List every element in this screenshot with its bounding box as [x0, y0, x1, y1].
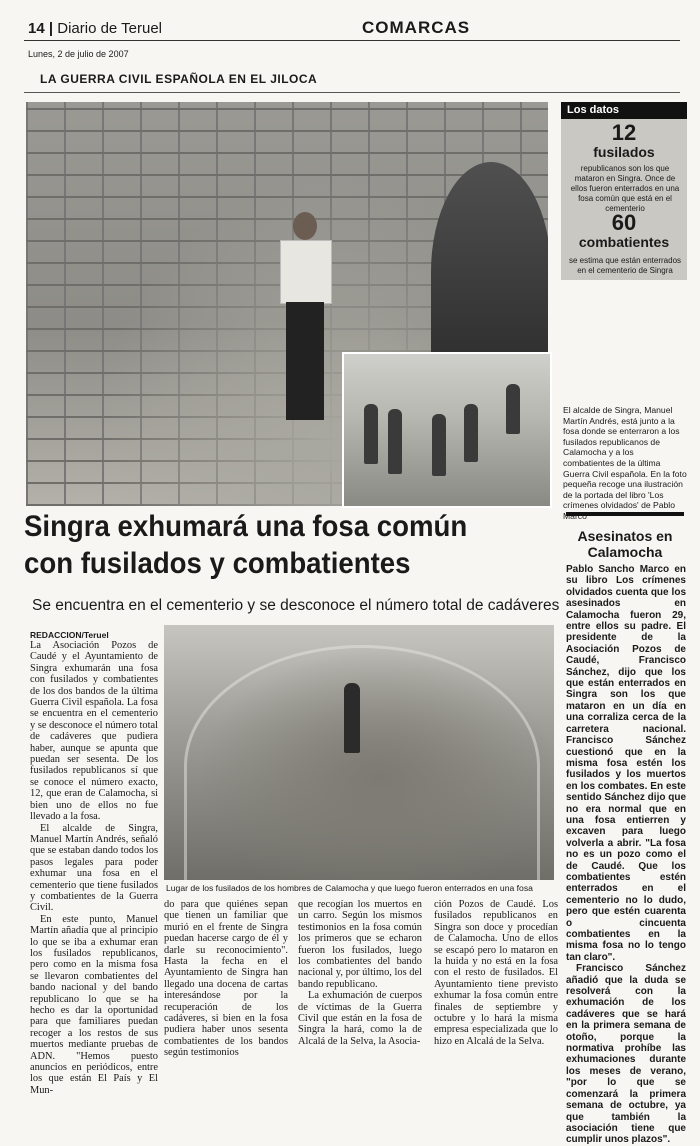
article-paragraph: ción Pozos de Caudé. Los fusilados republicanos en Singra son doce y procedían de Calamocha. Uno de ellos se escapó pero lo mataron en la huida y no está en la fosa con el resto de fusilados. El Ayuntamiento tiene previsto exhumar la fosa común entre finales de septiembre y octubre y lo hará la misma empresa especializada que lo hizo en Alcalá de la Selva. — [434, 899, 558, 1047]
tunnel-arch — [184, 645, 540, 880]
kicker-rule — [24, 92, 680, 93]
kicker: LA GUERRA CIVIL ESPAÑOLA EN EL JILOCA — [40, 72, 318, 86]
data-box-title: Los datos — [561, 102, 687, 119]
photo2-caption: Lugar de los fusilados de los hombres de Calamocha y que luego fueron enterrados en una fosa — [166, 883, 533, 893]
sidebar-paragraph-1: Pablo Sancho Marco en su libro Los crímenes olvidados cuenta que los asesinados en Calamocha fueron 29, entre ellos su padre. El presidente de la Asociación Pozos de Caudé, Francisco Sánchez, dijo que los que están enterrados en Singra son los que mataron en un día en una corraliza cerca de la carretera nacional. Francisco Sánchez cuestionó que en la misma fosa estén los fusilados y los muertos en los combates. En este sentido Sánchez dijo que no era normal que en una fosa entierren y excaven para luego volverla a abrir. "La fosa no es un pozo como el de Caudé. Que los combatientes estén enterrados en el cementerio no lo dudo, pero que estén cuarenta o cincuenta combatientes en la misma fosa no lo tengo tan claro". — [566, 564, 687, 963]
article-paragraph: que recogían los muertos en un carro. Según los mismos testimonios en la fosa común los primeros que se echaron fueron los fusilados, luego los combatientes del bando nacional y, por último, los del bando republicano. — [298, 899, 422, 990]
photo-caption: El alcalde de Singra, Manuel Martín Andrés, está junto a la fosa donde se enterraron a los fusilados republicanos de Calamocha y a los combatientes de la última Guerra Civil española. En la foto pequeña recoge una ilustración de la portada del libro 'Los crímenes olvidados' de Pablo Marco — [563, 405, 687, 521]
tunnel-photo — [164, 625, 554, 880]
mayor-figure — [274, 212, 336, 422]
stat-number-2: 60 — [611, 210, 637, 235]
top-rule — [24, 40, 680, 41]
inset-photo — [342, 352, 552, 508]
headline: Singra exhumará una fosa común con fusilados y combatientes — [24, 510, 468, 580]
article-column-1 — [30, 640, 158, 1096]
article-paragraph: do para que quiénes sepan que tienen un familiar que murió en el frente de Singra puedan hacerse cargo de él y darle su reconocimiento". Hasta la fecha en el Ayuntamiento de Singra han llegado una docena de cartas interesándose por la recuperación de los cadáveres, si bien en la fosa pudiera haber unos sesenta combatientes de los bandos según testimonios — [164, 899, 288, 1059]
article-paragraph: En este punto, Manuel Martín añadía que al principio lo que se iba a exhumar eran los fusilados republicanos, pero como en la misma fosa se llevaron combatientes del bando nacional y del bando republicano lo que se ha hecho es dar la oportunidad para que familiares puedan recoger a los restos de sus muertos mediante pruebas de ADN. "Hemos puesto anuncios en periódicos, entre los que están El País y El Mun- — [30, 913, 158, 1096]
tunnel-person — [344, 683, 360, 753]
stat-label-1: fusilados — [593, 144, 655, 160]
byline: REDACCION/Teruel — [30, 630, 109, 640]
paper-name: Diario de Teruel — [57, 20, 163, 37]
stat-label-2: combatientes — [578, 234, 670, 250]
sidebar-paragraph-2: Francisco Sánchez añadió que la duda se resolverá con la exhumación de los cadáveres que se hará en la primera semana de otoño, porque la normativa prohíbe las exhumaciones durante los meses de verano, "por lo que se comenzará la primera semana de octubre, ya que también la asociación tiene que cumplir unos plazos". — [566, 963, 686, 1146]
article-column-2 — [164, 899, 288, 1059]
section-title: COMARCAS — [362, 18, 471, 37]
wall-opening — [431, 162, 548, 382]
data-box — [561, 102, 687, 280]
article-paragraph: La Asociación Pozos de Caudé y el Ayuntamiento de Singra exhumarán una fosa con fusilados y combatientes de los dos bandos de la última Guerra Civil española. La fosa se encuentra en el cementerio y se desconoce el número total de cadáveres que pudiera haber, aunque se apunta que puedan ser sesenta. De los fusilados republicanos sí que se conoce el número exacto, 12, que eran de Calamocha, si bien uno de ellos no fue llevado a la fosa. — [30, 640, 158, 823]
article-paragraph: El alcalde de Singra, Manuel Martín Andrés, señaló que se estaban dando todos los pasos legales para poder exhumar una fosa en el cementerio que tiene fusilados y combatientes de la Guerra Civil. — [30, 822, 158, 914]
stat-text-2: se estima que están enterrados en el cementerio de Singra — [568, 256, 682, 275]
page-number: 14 | Diario de Teruel — [28, 20, 163, 37]
date: Lunes, 2 de julio de 2007 — [28, 49, 129, 59]
subheadline: Se encuentra en el cementerio y se desconoce el número total de cadáveres — [32, 597, 560, 614]
article-column-3 — [298, 899, 422, 1047]
article-paragraph: La exhumación de cuerpos de víctimas de la Guerra Civil que están en la fosa de Singra la hará, como la de Alcalá de la Selva, la Asocia- — [298, 990, 422, 1047]
sidebar-title: Asesinatos en Calamocha — [577, 528, 673, 560]
stat-number-1: 12 — [611, 120, 637, 145]
article-column-4 — [434, 899, 558, 1047]
stat-text-1: republicanos son los que mataron en Singra. Once de ellos fueron enterrados en una fosa común que está en el cementerio — [570, 164, 680, 213]
sidebar-body — [566, 564, 686, 1146]
